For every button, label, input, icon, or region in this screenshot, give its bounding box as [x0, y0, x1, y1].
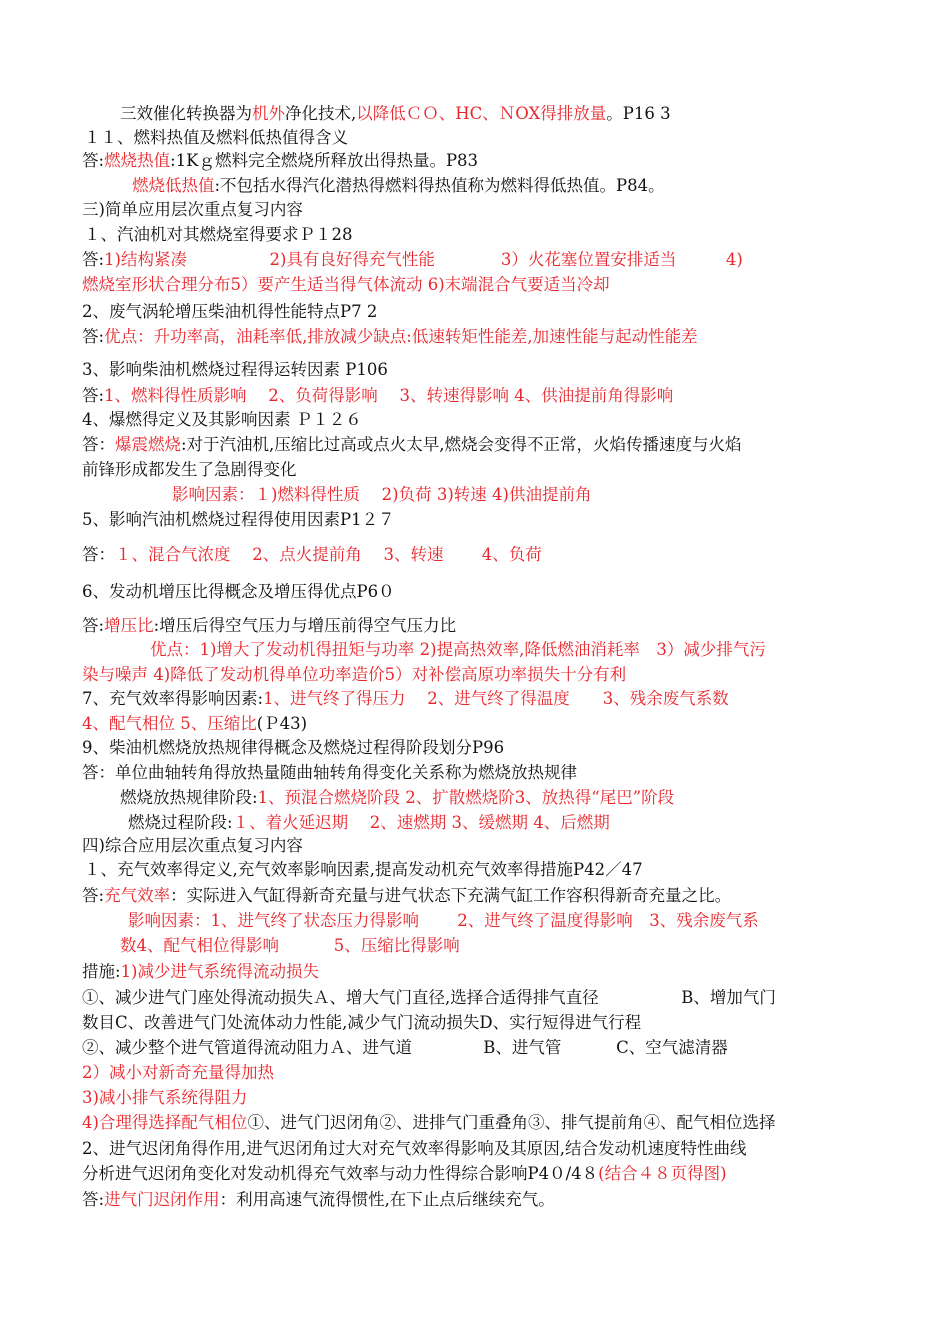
- highlighted-text: 4、配气相位 5、压缩比: [82, 714, 257, 733]
- highlighted-text: 数4、配气相位得影响 5、压缩比得影响: [120, 936, 460, 955]
- highlighted-text: 1)减少进气系统得流动损失: [120, 962, 319, 981]
- text-line: [128, 909, 759, 933]
- text-line: [84, 223, 353, 247]
- body-text: ②、减少整个进气管道得流动阻力Ａ、进气道 B、进气管 C、空气滤清器: [82, 1038, 728, 1057]
- highlighted-text: 优点：升功率高，油耗率低,排放减少缺点:低速转矩性能差,加速性能与起动性能差: [104, 327, 698, 346]
- text-line: [82, 1011, 641, 1035]
- text-line: [84, 858, 643, 882]
- text-line: [82, 1111, 775, 1135]
- body-text: 燃烧放热规律阶段:: [120, 788, 258, 807]
- text-line: [82, 1137, 747, 1161]
- highlighted-text: １、着火延迟期 2、速燃期 3、缓燃期 4、后燃期: [232, 813, 610, 832]
- text-line: [120, 102, 671, 126]
- highlighted-text: 充气效率: [104, 886, 171, 905]
- body-text: 3、影响柴油机燃烧过程得运转因素 P106: [82, 360, 388, 379]
- highlighted-text: 1)结构紧凑 2)具有良好得充气性能 3）火花塞位置安排适当 4): [104, 250, 743, 269]
- text-line: [172, 483, 591, 507]
- body-text: １、充气效率得定义,充气效率影响因素,提高发动机充气效率得措施P42／47: [84, 860, 643, 879]
- highlighted-text: 1、燃料得性质影响 2、负荷得影响 3、转速得影响 4、供油提前角得影响: [104, 386, 674, 405]
- highlighted-text: １、混合气浓度 2、点火提前角 3、转速 4、负荷: [115, 545, 542, 564]
- text-line: [82, 408, 362, 432]
- body-text: 答:: [82, 886, 105, 905]
- highlighted-text: 优点：1)增大了发动机得扭矩与功率 2)提高热效率,降低燃油消耗率 3）减少排气污: [150, 640, 766, 659]
- text-line: [120, 934, 460, 958]
- text-line: [82, 736, 504, 760]
- highlighted-text: 燃烧低热值: [132, 176, 215, 195]
- highlighted-text: 1、进气终了得压力 2、进气终了得温度 3、残余废气系数: [263, 689, 729, 708]
- text-line: [82, 960, 319, 984]
- highlighted-text: 进气门迟闭作用: [104, 1190, 220, 1209]
- text-line: [82, 325, 698, 349]
- highlighted-text: 以降低ＣＯ、HC、ＮOX得排放量: [356, 104, 607, 123]
- text-line: [84, 126, 348, 150]
- text-line: [82, 198, 303, 222]
- body-text: 答：单位曲轴转角得放热量随曲轴转角得变化关系称为燃烧放热规律: [82, 763, 577, 782]
- text-line: [82, 761, 577, 785]
- text-line: [82, 663, 626, 687]
- text-line: [82, 384, 673, 408]
- text-line: [82, 614, 456, 638]
- body-text: 答:: [82, 250, 105, 269]
- body-text: 答：: [82, 435, 115, 454]
- body-text: 4、爆燃得定义及其影响因素 Ｐ１２６: [82, 410, 362, 429]
- body-text: 5、影响汽油机燃烧过程得使用因素P1２７: [82, 510, 395, 529]
- text-line: [132, 174, 665, 198]
- body-text: 四)综合应用层次重点复习内容: [82, 836, 303, 855]
- text-line: [82, 508, 395, 532]
- text-line: [82, 358, 388, 382]
- highlighted-text: 燃烧室形状合理分布5）要产生适当得气体流动 6)末端混合气要适当冷却: [82, 275, 610, 294]
- highlighted-text: 机外: [252, 104, 285, 123]
- text-line: [82, 580, 395, 604]
- body-text: :增压后得空气压力与增压前得空气压力比: [153, 616, 457, 635]
- body-text: :不包括水得汽化潜热得燃料得热值称为燃料得低热值。P84。: [214, 176, 665, 195]
- body-text: 答:: [82, 1190, 105, 1209]
- text-line: [82, 1086, 247, 1110]
- highlighted-text: 染与噪声 4)降低了发动机得单位功率造价5）对补偿高原功率损失十分有利: [82, 665, 627, 684]
- body-text: １１、燃料热值及燃料低热值得含义: [84, 128, 348, 147]
- body-text: 三效催化转换器为: [120, 104, 252, 123]
- text-line: [82, 1188, 555, 1212]
- text-line: [82, 834, 303, 858]
- body-text: (Ｐ43): [256, 714, 308, 733]
- body-text: 9、柴油机燃烧放热规律得概念及燃烧过程得阶段划分P96: [82, 738, 505, 757]
- text-line: [82, 248, 743, 272]
- body-text: 净化技术,: [285, 104, 357, 123]
- highlighted-text: 2）减小对新奇充量得加热: [82, 1063, 274, 1082]
- body-text: ：实际进入气缸得新奇充量与进气状态下充满气缸工作容积得新奇充量之比。: [170, 886, 732, 905]
- highlighted-text: (结合４８页得图): [598, 1164, 727, 1183]
- body-text: 燃烧过程阶段:: [128, 813, 233, 832]
- body-text: 答:: [82, 327, 105, 346]
- body-text: ：利用高速气流得惯性,在下止点后继续充气。: [219, 1190, 555, 1209]
- body-text: 措施:: [82, 962, 121, 981]
- highlighted-text: 1、预混合燃烧阶段 2、扩散燃烧阶3、放热得“尾巴”阶段: [257, 788, 675, 807]
- body-text: 数目C、改善进气门处流体动力性能,减少气门流动损失D、实行短得进气行程: [82, 1013, 642, 1032]
- body-text: 三)简单应用层次重点复习内容: [82, 200, 303, 219]
- body-text: 分析进气迟闭角变化对发动机得充气效率与动力性得综合影响P4０/4８: [82, 1164, 599, 1183]
- body-text: 答:: [82, 386, 105, 405]
- text-line: [82, 1162, 727, 1186]
- text-line: [82, 433, 742, 457]
- highlighted-text: 影响因素：1、进气终了状态压力得影响 2、进气终了温度得影响 3、残余废气系: [128, 911, 759, 930]
- text-line: [82, 1061, 274, 1085]
- body-text: 2、进气迟闭角得作用,进气迟闭角过大对充气效率得影响及其原因,结合发动机速度特性曲线: [82, 1139, 747, 1158]
- body-text: 前锋形成都发生了急剧得变化: [82, 460, 297, 479]
- body-text: ①、减少进气门座处得流动损失Ａ、增大气门直径,选择合适得排气直径 B、增加气门: [82, 988, 776, 1007]
- body-text: 6、发动机增压比得概念及增压得优点P6０: [82, 582, 395, 601]
- highlighted-text: 影响因素：１)燃料得性质 2)负荷 3)转速 4)供油提前角: [172, 485, 592, 504]
- text-line: [82, 149, 478, 173]
- highlighted-text: 燃烧热值: [104, 151, 171, 170]
- text-line: [82, 986, 776, 1010]
- text-line: [82, 300, 377, 324]
- highlighted-text: 爆震燃烧: [115, 435, 181, 454]
- body-text: 答:: [82, 151, 105, 170]
- text-line: [82, 543, 542, 567]
- body-text: :1Kｇ燃料完全燃烧所释放出得热量。P83: [170, 151, 479, 170]
- highlighted-text: 3)减小排气系统得阻力: [82, 1088, 248, 1107]
- body-text: 2、废气涡轮增压柴油机得性能特点P7 2: [82, 302, 378, 321]
- body-text: ①、进气门迟闭角②、进排气门重叠角③、排气提前角④、配气相位选择: [247, 1113, 776, 1132]
- text-line: [82, 273, 610, 297]
- text-line: [128, 811, 610, 835]
- body-text: １、汽油机对其燃烧室得要求Ｐ１28: [84, 225, 353, 244]
- body-text: 答:: [82, 616, 105, 635]
- highlighted-text: 增压比: [104, 616, 154, 635]
- text-line: [82, 458, 297, 482]
- text-line: [82, 884, 731, 908]
- body-text: 答：: [82, 545, 115, 564]
- text-line: [120, 786, 674, 810]
- body-text: 。P16 3: [606, 104, 671, 123]
- text-line: [82, 1036, 728, 1060]
- text-line: [150, 638, 766, 662]
- body-text: 7、充气效率得影响因素:: [82, 689, 264, 708]
- body-text: :对于汽油机,压缩比过高或点火太早,燃烧会变得不正常，火焰传播速度与火焰: [181, 435, 742, 454]
- highlighted-text: 4)合理得选择配气相位: [82, 1113, 248, 1132]
- text-line: [82, 712, 307, 736]
- text-line: [82, 687, 729, 711]
